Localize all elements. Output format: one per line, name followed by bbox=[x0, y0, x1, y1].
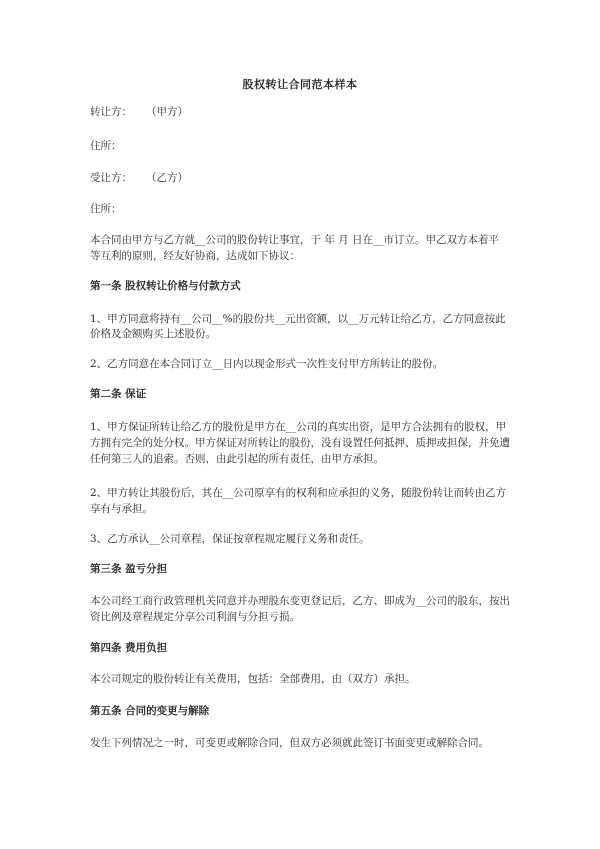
article1-p1-line-1: 1、甲方同意将持有__公司__%的股份共__元出资额，以__万元转让给乙方，乙方同意按此 bbox=[90, 313, 506, 325]
article3-heading: 第三条 盈亏分担 bbox=[90, 563, 168, 575]
article2-p1-line-3: 任何第三人的追索。否则，由此引起的所有责任，由甲方承担。 bbox=[90, 453, 384, 465]
article4-p1: 本公司规定的股份转让有关费用，包括：全部费用，由（双方）承担。 bbox=[90, 673, 416, 685]
article2-p3: 3、乙方承认__公司章程，保证按章程规定履行义务和责任。 bbox=[90, 533, 370, 545]
article2-p2-line-2: 享有与承担。 bbox=[90, 503, 153, 515]
article2-p1-line-1: 1、甲方保证所转让给乙方的股份是甲方在__公司的真实出资，是甲方合法拥有的股权，甲 bbox=[90, 421, 507, 433]
article1-p1-line-2: 价格及金额购买上述股份。 bbox=[90, 328, 216, 340]
article5-heading: 第五条 合同的变更与解除 bbox=[90, 705, 210, 717]
article3-p1-line-1: 本公司经工商行政管理机关同意并办理股东变更登记后，乙方、即成为__公司的股东，按出 bbox=[90, 595, 510, 607]
article2-heading: 第二条 保证 bbox=[90, 388, 147, 400]
document-title: 股权转让合同范本样本 bbox=[242, 78, 358, 91]
transferee-line bbox=[90, 172, 515, 185]
article1-p2: 2、乙方同意在本合同订立__日内以现金形式一次性支付甲方所转让的股份。 bbox=[90, 358, 444, 370]
transferee-value: （乙方） bbox=[146, 172, 188, 184]
article3-p1-line-2: 资比例及章程规定分享公司利润与分担亏损。 bbox=[90, 611, 300, 623]
transferor-address-label: 住所： bbox=[90, 140, 122, 152]
intro-line-2: 等互利的原则，经友好协商，达成如下协议： bbox=[90, 250, 300, 262]
article4-heading: 第四条 费用负担 bbox=[90, 642, 168, 654]
article5-p1: 发生下列情况之一时，可变更或解除合同，但双方必须就此签订书面变更或解除合同。 bbox=[90, 737, 489, 749]
article2-p2-line-1: 2、甲方转让其股份后，其在__公司原享有的权利和应承担的义务，随股份转让而转由乙方 bbox=[90, 487, 507, 499]
transferor-line bbox=[90, 106, 515, 119]
transferor-label: 转让方： bbox=[90, 106, 132, 118]
transferor-value: （甲方） bbox=[146, 106, 188, 118]
intro-line-1: 本合同由甲方与乙方就__公司的股份转让事宜，于 年 月 日在__市订立。甲乙双方本着平 bbox=[90, 234, 500, 246]
transferee-address-label: 住所： bbox=[90, 203, 122, 215]
article2-p1-line-2: 方拥有完全的处分权。甲方保证对所转让的股份，没有设置任何抵押、质押或担保，并免遭 bbox=[90, 437, 510, 449]
article1-heading: 第一条 股权转让价格与付款方式 bbox=[90, 280, 241, 292]
transferee-label: 受让方： bbox=[90, 172, 132, 184]
